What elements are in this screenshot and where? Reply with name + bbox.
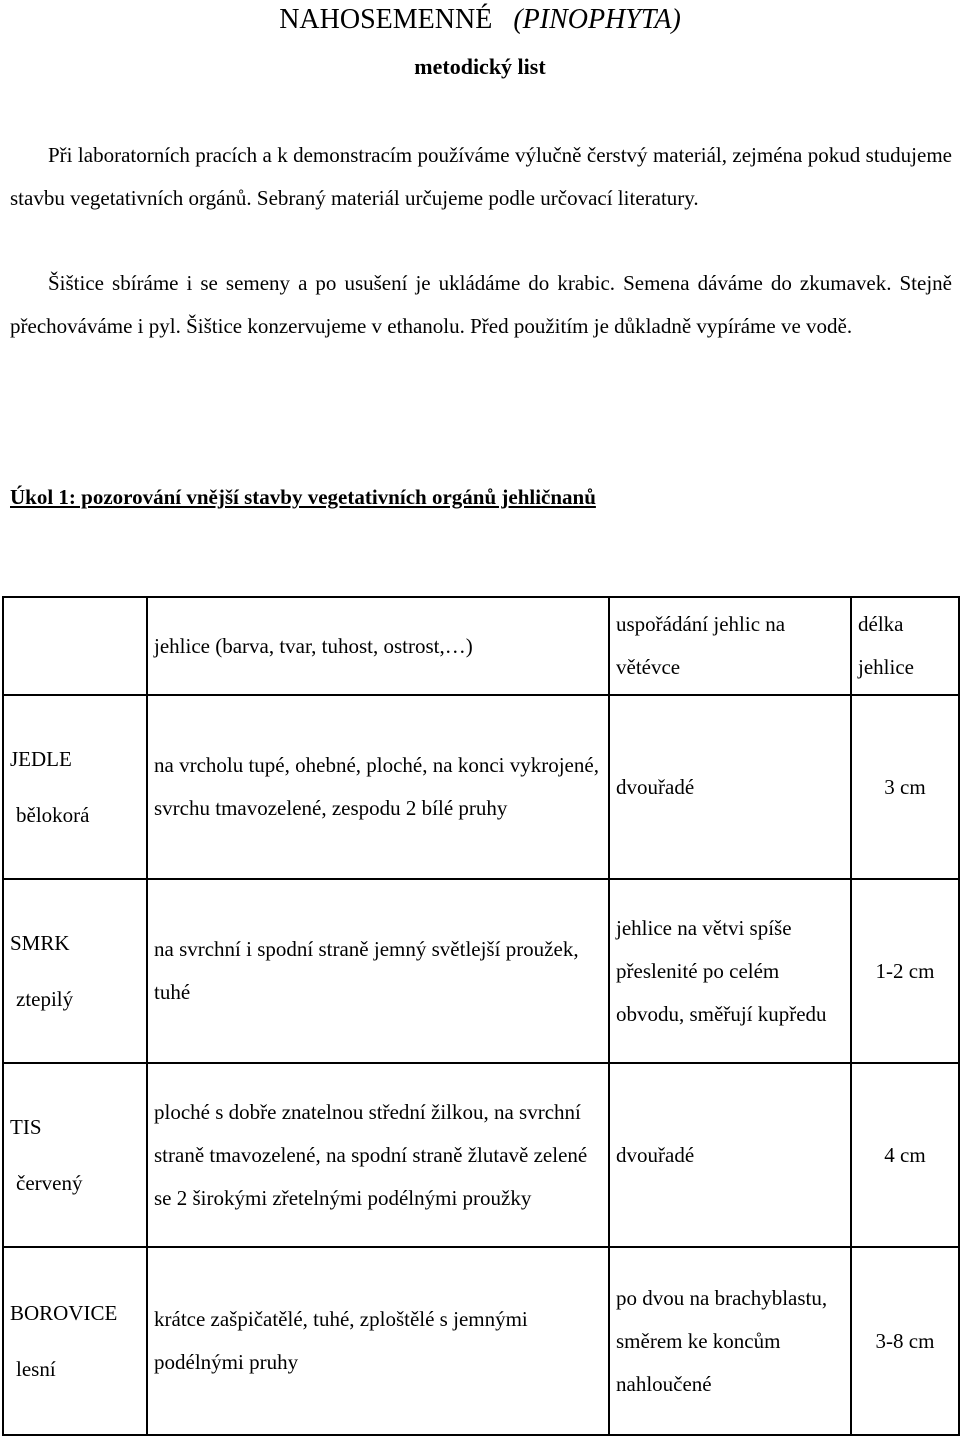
- species-cell: [3, 879, 147, 1063]
- needle-comparison-table: [2, 596, 960, 1436]
- species-epithet: bělokorá: [16, 803, 90, 827]
- species-epithet: červený: [16, 1171, 83, 1195]
- title-latin: (PINOPHYTA): [513, 4, 681, 35]
- length-cell: 1-2 cm: [851, 879, 959, 1063]
- arrangement-cell: dvouřadé: [609, 1063, 851, 1247]
- species-cell: [3, 695, 147, 879]
- species-genus: BOROVICE: [10, 1301, 118, 1325]
- intro-paragraph-1: Při laboratorních pracích a k demonstracím používáme výlučně čerstvý materiál, zejména pokud studujeme stavbu vegetativních orgánů. Sebraný materiál určujeme podle určovací literatury.: [10, 143, 952, 210]
- task-heading: Úkol 1: pozorování vnější stavby vegetativních orgánů jehličnanů: [10, 485, 596, 509]
- needles-cell: krátce zašpičatělé, tuhé, zploštělé s jemnými podélnými pruhy: [147, 1247, 609, 1435]
- species-cell: [3, 1247, 147, 1435]
- length-cell: 3 cm: [851, 695, 959, 879]
- table-row: [3, 879, 959, 1063]
- needles-cell: na svrchní i spodní straně jemný světlejší proužek, tuhé: [147, 879, 609, 1063]
- length-cell: 3-8 cm: [851, 1247, 959, 1435]
- page-title: [0, 0, 960, 40]
- needles-cell: ploché s dobře znatelnou střední žilkou, na svrchní straně tmavozelené, na spodní straně žlutavě zelené se 2 širokými zřetelnými podélnými proužky: [147, 1063, 609, 1247]
- species-cell: [3, 1063, 147, 1247]
- length-cell: 4 cm: [851, 1063, 959, 1247]
- species-genus: TIS: [10, 1115, 42, 1139]
- needles-cell: na vrcholu tupé, ohebné, ploché, na konci vykrojené, svrchu tmavozelené, zespodu 2 bílé pruhy: [147, 695, 609, 879]
- arrangement-cell: dvouřadé: [609, 695, 851, 879]
- species-epithet: ztepilý: [16, 987, 74, 1011]
- header-length: délka jehlice: [851, 597, 959, 695]
- header-needles: jehlice (barva, tvar, tuhost, ostrost,…): [147, 597, 609, 695]
- intro-paragraph-2: Šištice sbíráme i se semeny a po usušení je ukládáme do krabic. Semena dáváme do zkumavek. Stejně přechováváme i pyl. Šištice konzervujeme v ethanolu. Před použitím je důkladně vypíráme ve vodě.: [10, 271, 952, 338]
- table-row: [3, 1063, 959, 1247]
- table-row: [3, 1247, 959, 1435]
- species-epithet: lesní: [16, 1357, 56, 1381]
- species-genus: SMRK: [10, 931, 70, 955]
- table-row: [3, 695, 959, 879]
- arrangement-cell: po dvou na brachyblastu, směrem ke koncům nahloučené: [609, 1247, 851, 1435]
- species-genus: JEDLE: [10, 747, 72, 771]
- title-main: NAHOSEMENNÉ: [279, 4, 493, 35]
- header-arrangement: uspořádání jehlic na větévce: [609, 597, 851, 695]
- arrangement-cell: jehlice na větvi spíše přeslenité po celém obvodu, směřují kupředu: [609, 879, 851, 1063]
- page-subtitle: metodický list: [414, 54, 546, 79]
- header-species: [3, 597, 147, 695]
- table-header-row: [3, 597, 959, 695]
